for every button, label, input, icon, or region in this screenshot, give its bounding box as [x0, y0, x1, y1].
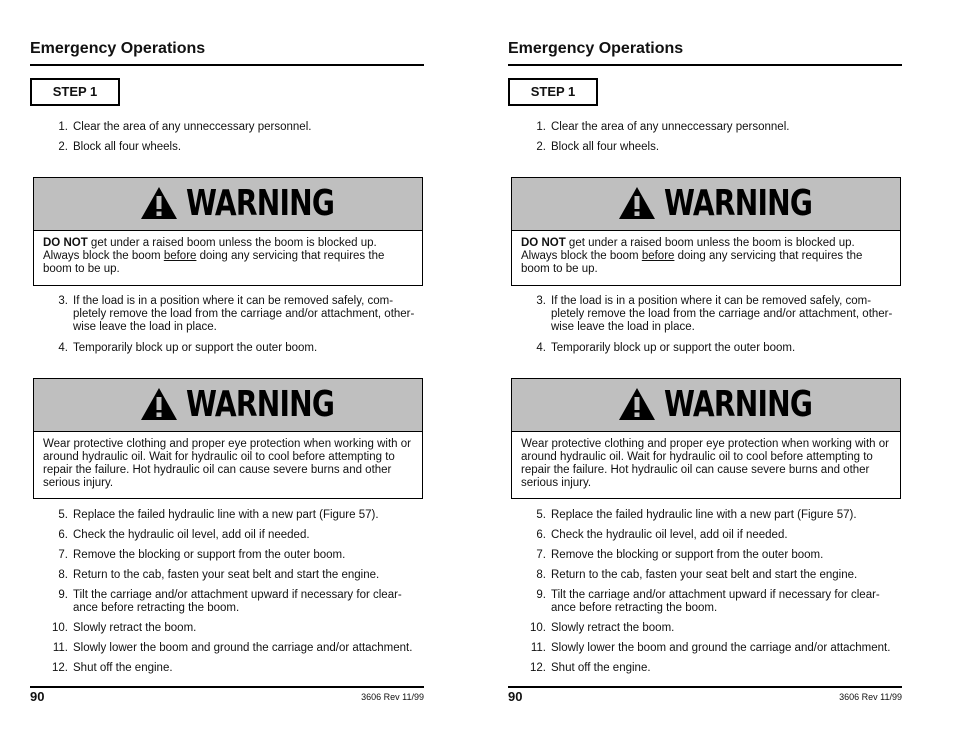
- item-text: Replace the failed hydraulic line with a new part (Figure 57).: [73, 509, 379, 521]
- warning-box: [33, 378, 423, 499]
- item-text: Check the hydraulic oil level, add oil if needed.: [551, 529, 788, 541]
- item-text: Slowly lower the boom and ground the carriage and/or attachment.: [551, 642, 891, 654]
- warning-box: [33, 177, 423, 286]
- item-text: Clear the area of any unneccessary personnel.: [73, 121, 312, 133]
- warning-triangle-icon: [140, 387, 178, 421]
- warning-text-part: get under a raised boom unless the boom is blocked up. Always block the boom: [521, 237, 855, 262]
- item-text: Block all four wheels.: [73, 141, 182, 153]
- item-number: 9.: [58, 589, 68, 601]
- item-number: 2.: [536, 141, 546, 153]
- item-number: 3.: [536, 295, 546, 307]
- warning-text: Wear protective clothing and proper eye protection when working with or around hydraulic oil. Wait for hydraulic oil to cool before attempting to repair the failure. Hot hydraulic oil can cause severe burns and other serious injury.: [43, 438, 411, 489]
- item-text: Shut off the engine.: [551, 662, 651, 674]
- item-number: 9.: [536, 589, 546, 601]
- item-number: 6.: [58, 529, 68, 541]
- item-text: Tilt the carriage and/or attachment upward if necessary for clear-ance before retracting the boom.: [73, 589, 402, 614]
- item-number: 12.: [530, 662, 546, 674]
- warning-underlined-text: before: [163, 250, 197, 262]
- warning-text: [512, 231, 900, 283]
- section-title: Emergency Operations: [508, 40, 684, 57]
- item-number: 7.: [536, 549, 546, 561]
- item-text: Slowly lower the boom and ground the carriage and/or attachment.: [73, 642, 413, 654]
- item-number: 4.: [536, 342, 546, 354]
- item-text: Tilt the carriage and/or attachment upward if necessary for clear-ance before retracting the boom.: [551, 589, 880, 614]
- title-rule: [508, 64, 902, 66]
- item-number: 10.: [52, 622, 68, 634]
- item-text: Replace the failed hydraulic line with a new part (Figure 57).: [551, 509, 857, 521]
- step-label: STEP 1: [508, 78, 598, 106]
- item-text: If the load is in a position where it can be removed safely, com-pletely remove the load from the carriage and/or attachment, other-wise leave the load in place.: [551, 295, 893, 333]
- page-number: 90: [30, 689, 45, 704]
- warning-triangle-icon: [140, 186, 178, 220]
- item-text: Check the hydraulic oil level, add oil if needed.: [73, 529, 310, 541]
- warning-triangle-icon: [618, 186, 656, 220]
- footer-rule: [30, 686, 424, 688]
- item-number: 12.: [52, 662, 68, 674]
- title-rule: [30, 64, 424, 66]
- item-text: Block all four wheels.: [551, 141, 660, 153]
- item-text: Shut off the engine.: [73, 662, 173, 674]
- warning-title: WARNING: [186, 384, 335, 425]
- item-text: Remove the blocking or support from the outer boom.: [551, 549, 824, 561]
- warning-triangle-icon: [618, 387, 656, 421]
- warning-bold-text: DO NOT: [43, 237, 88, 249]
- item-number: 11.: [530, 642, 546, 654]
- section-title: Emergency Operations: [30, 40, 206, 57]
- warning-text-part: doing any servicing that requires the boom to be up.: [43, 250, 385, 275]
- item-text: Slowly retract the boom.: [73, 622, 197, 634]
- warning-title: WARNING: [186, 183, 335, 224]
- item-text: Temporarily block up or support the outer boom.: [551, 342, 796, 354]
- item-text: Return to the cab, fasten your seat belt and start the engine.: [73, 569, 380, 581]
- item-number: 6.: [536, 529, 546, 541]
- item-text: Clear the area of any unneccessary personnel.: [551, 121, 790, 133]
- item-number: 1.: [58, 121, 68, 133]
- item-text: Temporarily block up or support the outer boom.: [73, 342, 318, 354]
- warning-text-part: get under a raised boom unless the boom is blocked up. Always block the boom: [43, 237, 377, 262]
- step-label: STEP 1: [30, 78, 120, 106]
- warning-text: [34, 231, 422, 283]
- page-number: 90: [508, 689, 523, 704]
- warning-text-part: doing any servicing that requires the boom to be up.: [521, 250, 863, 275]
- warning-text: Wear protective clothing and proper eye protection when working with or around hydraulic oil. Wait for hydraulic oil to cool before attempting to repair the failure. Hot hydraulic oil can cause severe burns and other serious injury.: [521, 438, 889, 489]
- item-number: 8.: [536, 569, 546, 581]
- footer-rule: [508, 686, 902, 688]
- warning-header: [34, 379, 422, 432]
- warning-box: [511, 177, 901, 286]
- item-number: 2.: [58, 141, 68, 153]
- item-number: 5.: [58, 509, 68, 521]
- item-number: 1.: [536, 121, 546, 133]
- warning-header: [512, 178, 900, 231]
- right-page: [508, 0, 902, 738]
- revision-code: 3606 Rev 11/99: [361, 692, 424, 702]
- warning-header: [34, 178, 422, 231]
- item-number: 7.: [58, 549, 68, 561]
- left-page: [30, 0, 424, 738]
- warning-title: WARNING: [664, 384, 813, 425]
- item-text: Slowly retract the boom.: [551, 622, 675, 634]
- item-number: 4.: [58, 342, 68, 354]
- item-number: 5.: [536, 509, 546, 521]
- warning-bold-text: DO NOT: [521, 237, 566, 249]
- item-number: 10.: [530, 622, 546, 634]
- warning-header: [512, 379, 900, 432]
- item-text: Return to the cab, fasten your seat belt and start the engine.: [551, 569, 858, 581]
- warning-box: [511, 378, 901, 499]
- item-number: 11.: [52, 642, 68, 654]
- warning-underlined-text: before: [641, 250, 675, 262]
- revision-code: 3606 Rev 11/99: [839, 692, 902, 702]
- warning-title: WARNING: [664, 183, 813, 224]
- item-text: If the load is in a position where it can be removed safely, com-pletely remove the load from the carriage and/or attachment, other-wise leave the load in place.: [73, 295, 415, 333]
- item-text: Remove the blocking or support from the outer boom.: [73, 549, 346, 561]
- item-number: 3.: [58, 295, 68, 307]
- item-number: 8.: [58, 569, 68, 581]
